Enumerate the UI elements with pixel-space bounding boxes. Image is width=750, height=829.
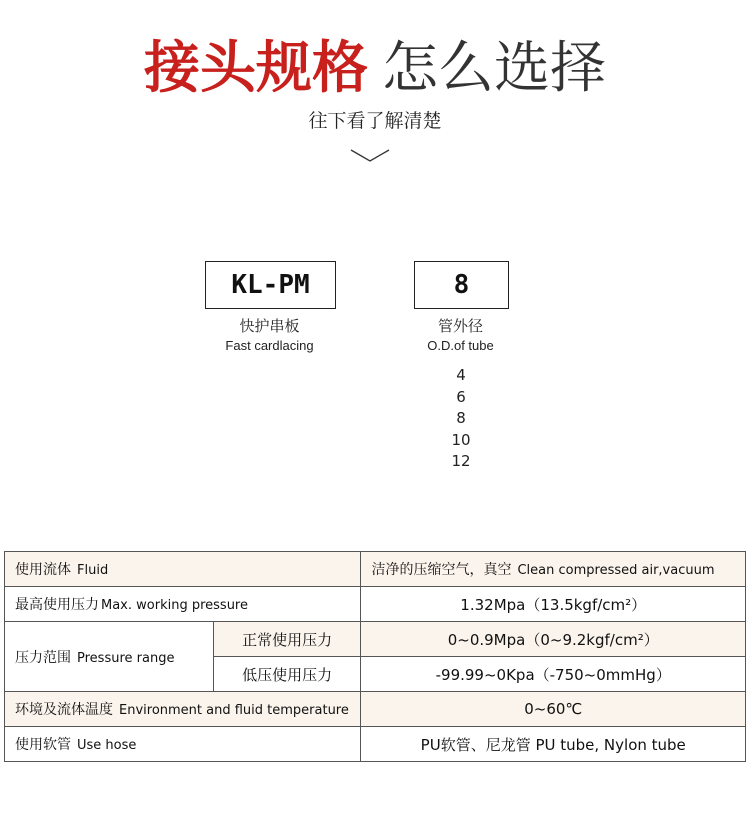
normal-pressure-label: 正常使用压力 <box>213 622 361 657</box>
hose-label <box>5 727 361 762</box>
temperature-label-en: Environment and fluid temperature <box>119 703 349 718</box>
code-box-series: KL-PM <box>205 261 336 309</box>
chevron-down-icon <box>350 148 390 164</box>
title-rest: 怎么选择 <box>382 36 606 101</box>
hose-label-en: Use hose <box>77 738 137 753</box>
spec-table <box>4 551 746 762</box>
temperature-label-cn: 环境及流体温度 <box>15 702 113 718</box>
table-row <box>5 692 746 727</box>
series-label-en: Fast cardlacing <box>225 338 314 353</box>
code-box-tube-od: 8 <box>414 261 509 309</box>
low-pressure-value: -99.99~0Kpa（-750~0mmHg） <box>361 657 746 692</box>
tube-size-list <box>415 365 507 473</box>
fluid-value-en: Clean compressed air,vacuum <box>517 563 715 578</box>
tube-od-label-en: O.D.of tube <box>427 338 494 353</box>
temperature-value: 0~60℃ <box>361 692 746 727</box>
fluid-value-cn: 洁净的压缩空气，真空 <box>371 562 512 578</box>
page-subtitle: 往下看了解清楚 <box>308 110 442 132</box>
pressure-range-label-en: Pressure range <box>77 650 175 666</box>
title-highlight: 接头规格 <box>144 36 368 101</box>
list-item: 10 <box>451 430 471 449</box>
page-title <box>0 36 750 102</box>
hose-value: PU软管、尼龙管 PU tube, Nylon tube <box>361 727 746 762</box>
fluid-label <box>5 552 361 587</box>
pressure-range-label-cn: 压力范围 <box>15 649 71 666</box>
hose-label-cn: 使用软管 <box>15 737 71 753</box>
low-pressure-label: 低压使用压力 <box>213 657 361 692</box>
max-pressure-label-cn: 最高使用压力 <box>15 597 99 613</box>
fluid-label-cn: 使用流体 <box>15 562 71 578</box>
temperature-label <box>5 692 361 727</box>
max-pressure-label-en: Max. working pressure <box>101 598 248 613</box>
max-pressure-value: 1.32Mpa（13.5kgf/cm²） <box>361 587 746 622</box>
pressure-range-label <box>5 622 214 692</box>
fluid-value <box>361 552 746 587</box>
table-row <box>5 587 746 622</box>
list-item: 4 <box>456 366 466 384</box>
normal-pressure-value: 0~0.9Mpa（0~9.2kgf/cm²） <box>361 622 746 657</box>
table-row <box>5 622 746 657</box>
table-row <box>5 552 746 587</box>
series-label-cn: 快护串板 <box>239 317 300 335</box>
fluid-label-en: Fluid <box>77 563 109 578</box>
list-item: 8 <box>456 409 466 427</box>
tube-od-label-cn: 管外径 <box>437 317 483 335</box>
list-item: 12 <box>451 452 471 470</box>
table-row <box>5 727 746 762</box>
list-item: 6 <box>456 387 466 406</box>
max-pressure-label <box>5 587 361 622</box>
